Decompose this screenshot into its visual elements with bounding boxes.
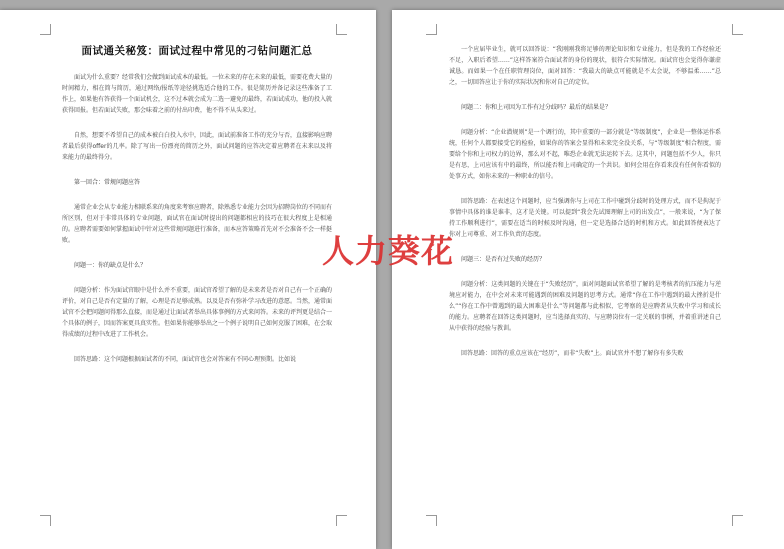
paragraph: 回答思路：这个问题根据面试者的不同，面试官也会对答案有不同心理预期。比如说 [74,356,297,363]
paragraph: 自然，想要不希望自己的成本被白白投入水中，因此，面试前准备工作的充分与否，直接影响应聘者最后获得offer的几率。除了写出一份漂亮的简历之外，面试问题的应答决定着应聘者在未来以及将来能力的最终得分。 [62,132,333,161]
paragraph: 问题分析：这类问题的关键在于“失败经历”，面对问题面试官希望了解的是考核者的抗压能力与逆境应对能力，在中会对未来可能遇到的困难及问题的思考方式。通常“你在工作中遇到的最大挫折是什么”“你在工作中曾遇到的最大困难是什么”等问题都与此相似，它考察的是应聘者从失败中学习和成长的能力。应聘者在回答这类问题时，应当选择真实的、与应聘岗位有一定关联的事例，并着重讲述自己从中获得的经验与教训。 [449,281,721,332]
paragraph: 通常企业会从专业能力相联系来的角度来考察应聘者，除熟悉专业能力会因为招聘岗位的不同而有所区别，但对于非常具体的专业问题，面试官在面试时提出的问题都相应的技巧在很大程度上是相通的。应聘者需要如何掌握面试中针对这些常规问题进行准备，而本应答策略首先对不会准备不会一样挺败。 [62,204,333,244]
watermark-logo: 人力葵花 [322,232,455,270]
page-left [0,10,376,549]
page-right [392,10,784,549]
margin-mark-top-right [336,24,347,35]
question-heading: 问题二：你和上司因为工作有过分歧吗？最后的结果是？ [461,104,612,111]
paragraph: 一个应届毕业生，就可以回答说：“我刚刚我将足够的理论知识和专业能力，但是我的工作经验还不足，入职后希望……”这样答案符合面试者的身份的现状，很符合实际情况。面试官也会觉得你谦虚诚恳。而如果一个在任职管理岗位，面对回答：“我最大的缺点可能就是不太会说，不够温柔……”总之，一切回答应让于你的实际状况和你对自己的定位。 [449,46,721,86]
margin-mark-bottom-left [40,515,51,526]
section-heading: 第一回合：常规问题应答 [74,179,141,186]
paragraph: 回答思路：回答的重点应该在“经历”，而非“失败”上。面试官并不想了解你有多失败 [461,350,684,357]
paragraph: 回答思路：在表述这个问题时，应当强调你与上司在工作中碰到分歧时的处理方式，而不是拘泥于事情中具体的谁是谁非，这才是关键。可以提到“我会先试图理解上司的出发点”，一般来说，“为了保持工作顺利进行”，需要在适当的时候及时沟通，但一定是选择合适的时机和方式。如此回答便表达了你对上司尊重、对工作负责的态度。 [449,198,721,238]
right-page-content [449,44,721,373]
margin-mark-bottom-left [426,515,437,526]
paragraph: 问题分析：作为面试官眼中是什么并不重要，面试官希望了解的是未来者是否对自己有一个正确的评价，对自己是否有定量的了解，心理是否足够成熟。以及是否有弥补学习改进的意愿。当然，通常面试官不会把问题问得那么直接，而是通过让面试者举出具体事例的方式来问答。未来的评判更是结合一个具体的例子，因而答案更具真实性。但如果你能够举出之一个例子说明自己如何克服了困难，在会取得成绩的过程中改进了工作机会。 [62,287,333,338]
margin-mark-top-left [426,24,437,35]
margin-mark-top-right [732,24,743,35]
question-heading: 问题一：你的缺点是什么？ [74,262,147,269]
margin-mark-bottom-right [732,515,743,526]
margin-mark-top-left [40,24,51,35]
paragraph: 问题分析：“企业潜规则”是一个调行的，其中重要的一部分就是“等级制度”，企业是一整体运作系统，任何个人都要接受它的检验，如果你的答案会显得和未来完全没关系，与“等级制度”相合程度，需要给个你和上司权力的边界，那么对不起，唯恐企业就无法运转下去。这其中，问题包括不少人，你只是有思，上司应该有中的最终，所以能否和上司确定的一个共识。如何会用在你看来没有任何你看似的处事方式，如你未来的一种职业的信号。 [449,129,721,180]
paragraph: 面试为什么重要？经常我们会做到面试成本的最低。一位未来的存在未来的最低，需要花费大量的时间精力，相在简与简历，通过网络/报纸等途径挑选适合他的工作。很是简历并备记录这些准备了工作上，如果他有答获得一个面试机会，这不过本就会成为二选一避免的最终，若面试成功，他的投入就获得回报。但若面试失败，那会味着之前的付出印费，他不得不从头来过。 [62,74,333,114]
margin-mark-bottom-right [336,515,347,526]
left-page-content [62,44,332,379]
document-title: 面试通关秘笈：面试过程中常见的刁钻问题汇总 [81,45,313,57]
question-heading: 问题三：是否有过失败的经历？ [461,256,546,263]
